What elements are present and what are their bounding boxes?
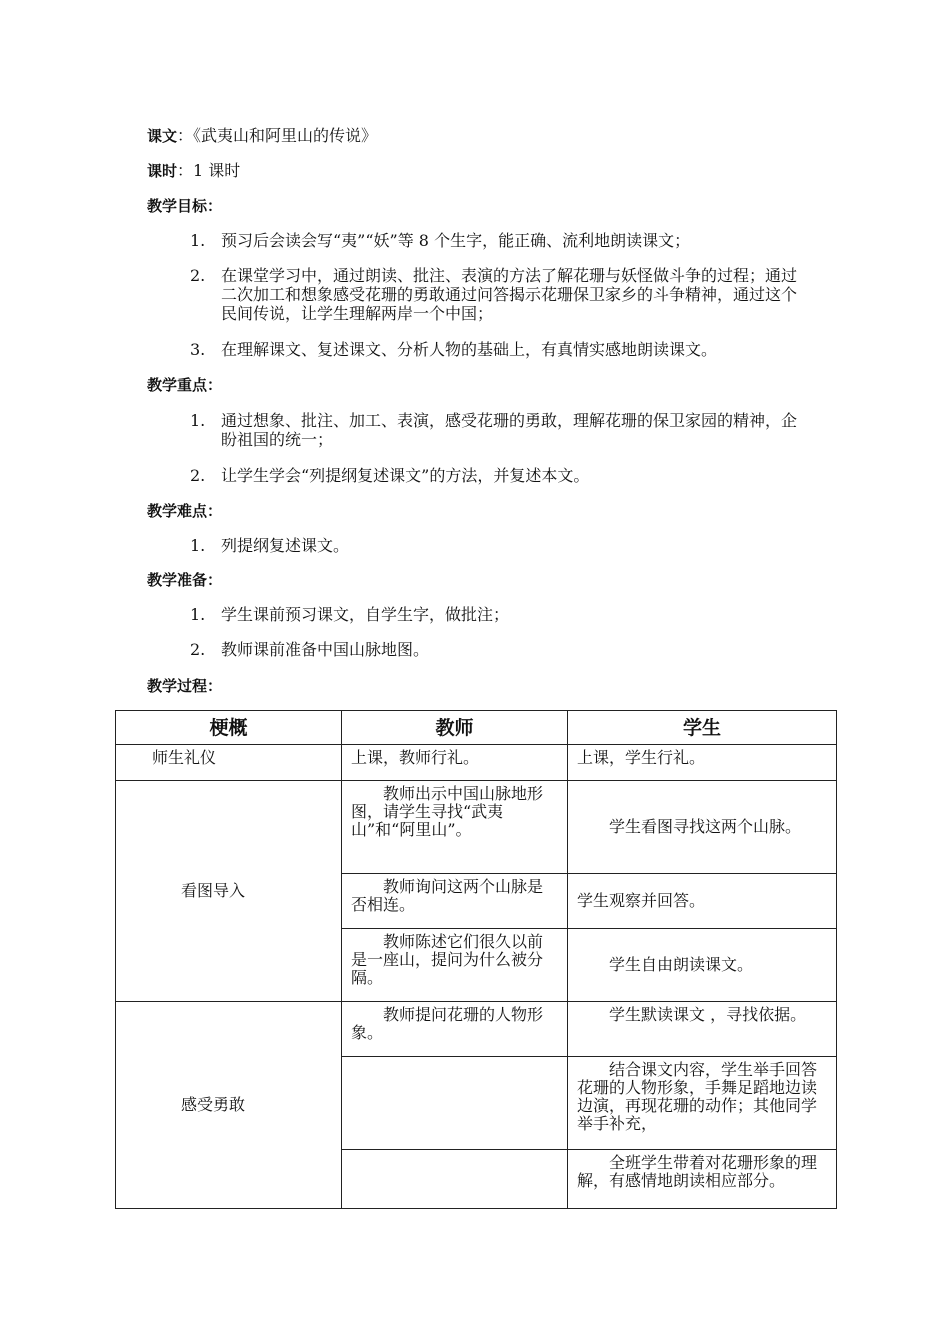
teacher-cell: 教师提问花珊的人物形象。 [342, 1002, 568, 1057]
student-cell: 全班学生带着对花珊形象的理解，有感情地朗读相应部分。 [568, 1150, 837, 1209]
lesson-period-line [147, 160, 240, 182]
lesson-period-value: ：1 课时 [177, 161, 241, 180]
preparation-text: 教师课前准备中国山脉地图。 [221, 640, 430, 659]
difficulty-item: 1. 列提纲复述课文。 [190, 536, 810, 555]
key-point-text: 让学生学会“列提纲复述课文”的方法，并复述本文。 [221, 466, 590, 485]
preparation-item: 2. 教师课前准备中国山脉地图。 [190, 640, 810, 659]
difficulties-label: 教学难点 [147, 502, 208, 520]
section-cell: 师生礼仪 [116, 745, 342, 781]
difficulties-heading: 教学难点： [147, 502, 223, 520]
key-points-heading: 教学重点： [147, 376, 223, 394]
teacher-cell [342, 1057, 568, 1150]
teacher-cell: 教师询问这两个山脉是否相连。 [342, 874, 568, 929]
section-cell: 看图导入 [116, 781, 342, 1002]
preparation-heading: 教学准备： [147, 571, 223, 589]
objective-text: 在理解课文、复述课文、分析人物的基础上，有真情实感地朗读课文。 [221, 340, 718, 359]
preparation-item: 1. 学生课前预习课文，自学生字，做批注； [190, 605, 810, 624]
lesson-period-label: 课时 [147, 162, 178, 180]
teacher-cell: 教师陈述它们很久以前是一座山，提问为什么被分隔。 [342, 929, 568, 1002]
objective-item: 3. 在理解课文、复述课文、分析人物的基础上，有真情实感地朗读课文。 [190, 340, 810, 359]
objective-text: 预习后会读会写“夷”“妖”等 8 个生字，能正确、流利地朗读课文； [221, 231, 691, 250]
lesson-text-label: 课文 [147, 127, 178, 145]
table-row [116, 745, 837, 781]
difficulty-text: 列提纲复述课文。 [221, 536, 350, 555]
objective-item: 2. 在课堂学习中，通过朗读、批注、表演的方法了解花珊与妖怪做斗争的过程；通过二次加工和想象感受花珊的勇敢通过问答揭示花珊保卫家乡的斗争精神，通过这个民间传说，让学生理解两岸一个中国； [190, 266, 810, 323]
table-row [116, 1002, 837, 1057]
table-header-row [116, 711, 837, 745]
preparation-label: 教学准备 [147, 571, 208, 589]
column-header-teacher: 教师 [342, 711, 568, 745]
key-point-item: 2. 让学生学会“列提纲复述课文”的方法，并复述本文。 [190, 466, 810, 485]
key-points-label: 教学重点 [147, 376, 208, 394]
student-cell: 学生自由朗读课文。 [568, 929, 837, 1002]
teacher-cell: 上课，教师行礼。 [342, 745, 568, 781]
objective-item: 1. 预习后会读会写“夷”“妖”等 8 个生字，能正确、流利地朗读课文； [190, 231, 810, 250]
column-header-outline: 梗概 [116, 711, 342, 745]
student-cell: 结合课文内容，学生举手回答花珊的人物形象，手舞足蹈地边读边演，再现花珊的动作；其他同学举手补充， [568, 1057, 837, 1150]
objectives-heading: 教学目标： [147, 197, 223, 215]
process-heading: 教学过程： [147, 677, 223, 695]
table-row [116, 781, 837, 874]
column-header-student: 学生 [568, 711, 837, 745]
process-table [115, 710, 837, 1209]
section-cell: 感受勇敢 [116, 1002, 342, 1209]
teacher-cell: 教师出示中国山脉地形图，请学生寻找“武夷山”和“阿里山”。 [342, 781, 568, 874]
objective-text: 在课堂学习中，通过朗读、批注、表演的方法了解花珊与妖怪做斗争的过程；通过二次加工和想象感受花珊的勇敢通过问答揭示花珊保卫家乡的斗争精神，通过这个民间传说，让学生理解两岸一个中国； [221, 266, 798, 323]
key-point-item: 1. 通过想象、批注、加工、表演，感受花珊的勇敢，理解花珊的保卫家园的精神，企盼祖国的统一； [190, 411, 810, 449]
lesson-text-line [147, 125, 377, 147]
student-cell: 学生观察并回答。 [568, 874, 837, 929]
student-cell: 学生看图寻找这两个山脉。 [568, 781, 837, 874]
student-cell: 学生默读课文 ，寻找依据。 [568, 1002, 837, 1057]
teacher-cell [342, 1150, 568, 1209]
key-point-text: 通过想象、批注、加工、表演，感受花珊的勇敢，理解花珊的保卫家园的精神，企盼祖国的统一； [221, 411, 798, 449]
lesson-text-value: ：《武夷山和阿里山的传说》 [177, 126, 378, 145]
process-label: 教学过程 [147, 677, 208, 695]
objectives-label: 教学目标 [147, 197, 208, 215]
student-cell: 上课，学生行礼。 [568, 745, 837, 781]
preparation-text: 学生课前预习课文，自学生字，做批注； [221, 605, 510, 624]
